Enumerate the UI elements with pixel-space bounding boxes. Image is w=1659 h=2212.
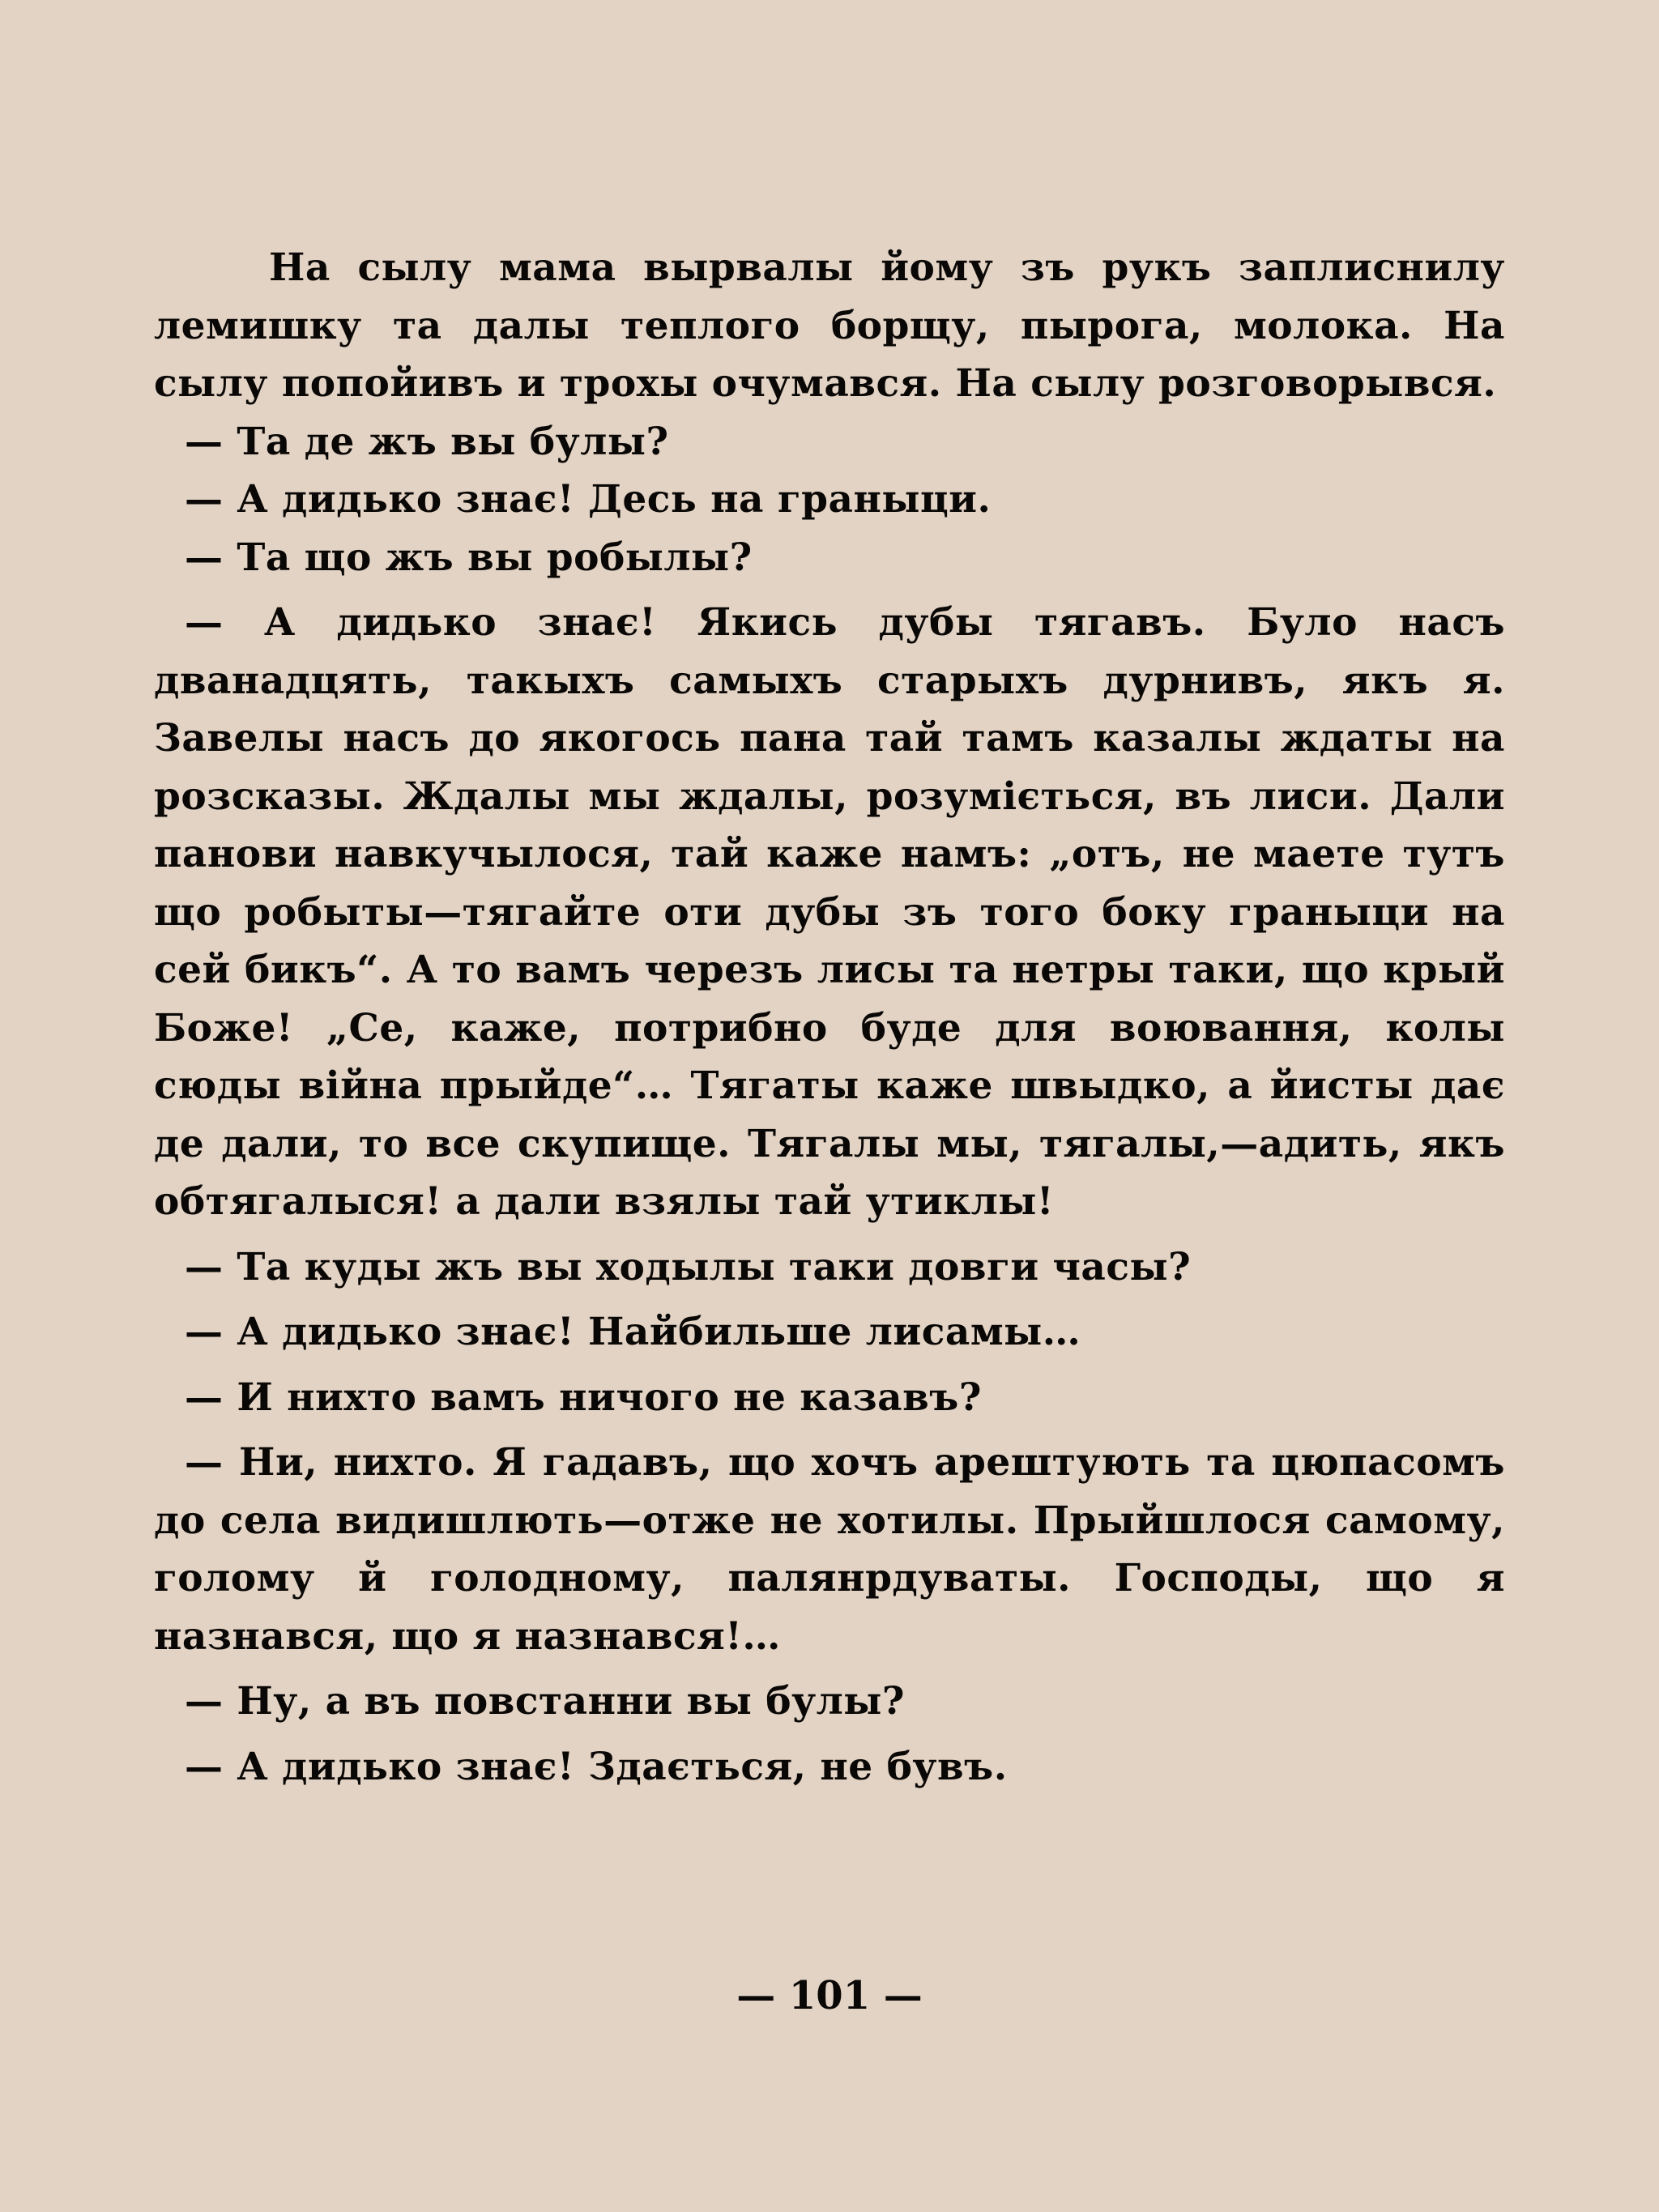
dialogue-line: — И нихто вамъ ничого не казавъ? — [185, 1375, 982, 1420]
dialogue-line: — А дидько знає! Найбильше лисамы… — [185, 1310, 1081, 1354]
dialogue-line: — Та куды жъ вы ходылы таки довги часы? — [185, 1244, 1192, 1289]
dialogue-line: — Та де жъ вы булы? — [185, 419, 669, 464]
dialogue-line: — А дидько знає! Десь на граныци. — [185, 477, 992, 522]
dialogue-paragraph: — Ни, нихто. Я гадавъ, що хочъ арештують та цюпасомъ до села видишлють—отже не хотилы. Прыйшлося самому, голому й голодному, палянрдуваты. Господы, що я назнався, що я назнався!… — [154, 1440, 1505, 1659]
page-body — [154, 239, 1505, 1796]
dialogue-line: — Та що жъ вы робылы? — [185, 535, 753, 580]
dialogue-paragraph: — А дидько знає! Якись дубы тягавъ. Було насъ дванадцять, такыхъ самыхъ старыхъ дурнивъ, якъ я. Завелы насъ до якогось пана тай тамъ казалы ждаты на розсказы. Ждалы мы ждалы, розуміється, въ лиси. Дали панови навкучылося, тай каже намъ: „отъ, не маете тутъ що робыты—тягайте оти дубы зъ того боку граныци на сей бикъ“. А то вамъ черезъ лисы та нетры таки, що крый Боже! „Се, каже, потрибно буде для воювання, колы сюды війна прыйде“… Тягаты каже швыдко, а йисты дає де дали, то все скупище. Тягалы мы, тягалы,—адить, якъ обтягалыся! а дали взялы тай утиклы! — [154, 600, 1505, 1224]
dialogue-line: — А дидько знає! Здається, не бувъ. — [185, 1744, 1008, 1789]
dialogue-line: — Ну, а въ повстанни вы булы? — [185, 1679, 905, 1724]
page-number: — 101 — — [736, 1973, 923, 2018]
paragraph-intro: На сылу мама вырвалы йому зъ рукъ заплиснилу лемишку та далы теплого борщу, пырога, молока. На сылу попойивъ и трохы очумався. На сылу розговорывся. — [154, 245, 1505, 406]
